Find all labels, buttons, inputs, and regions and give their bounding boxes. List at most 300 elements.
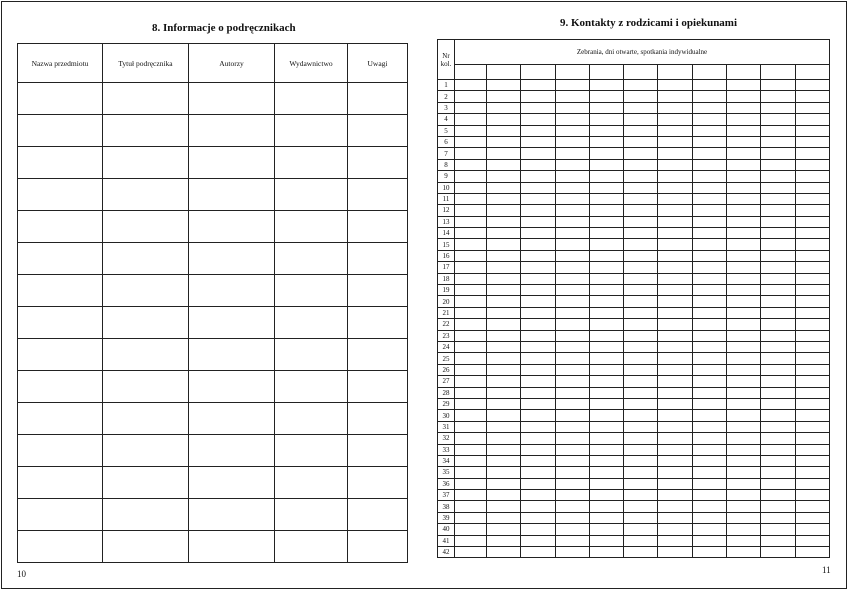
contact-cell[interactable] xyxy=(795,262,829,273)
textbook-cell[interactable] xyxy=(348,179,408,211)
contact-cell[interactable] xyxy=(658,387,692,398)
contact-cell[interactable] xyxy=(795,353,829,364)
contact-cell[interactable] xyxy=(761,239,795,250)
contact-cell[interactable] xyxy=(555,296,589,307)
contact-cell[interactable] xyxy=(589,125,623,136)
contact-cell[interactable] xyxy=(555,501,589,512)
contact-cell[interactable] xyxy=(761,125,795,136)
contact-cell[interactable] xyxy=(521,114,555,125)
contact-cell[interactable] xyxy=(624,171,658,182)
contact-cell[interactable] xyxy=(521,239,555,250)
contact-cell[interactable] xyxy=(624,148,658,159)
contact-cell[interactable] xyxy=(521,512,555,523)
textbook-cell[interactable] xyxy=(18,467,103,499)
contact-cell[interactable] xyxy=(521,285,555,296)
contact-cell[interactable] xyxy=(658,376,692,387)
contact-cell[interactable] xyxy=(761,467,795,478)
textbook-cell[interactable] xyxy=(103,275,189,307)
contact-cell[interactable] xyxy=(692,80,726,91)
contact-cell[interactable] xyxy=(692,228,726,239)
contact-cell[interactable] xyxy=(487,205,521,216)
contact-cell[interactable] xyxy=(727,193,761,204)
textbook-cell[interactable] xyxy=(103,339,189,371)
contact-cell[interactable] xyxy=(589,433,623,444)
textbook-cell[interactable] xyxy=(275,115,348,147)
textbook-cell[interactable] xyxy=(103,403,189,435)
contact-cell[interactable] xyxy=(487,444,521,455)
contact-cell[interactable] xyxy=(487,512,521,523)
contact-cell[interactable] xyxy=(658,228,692,239)
contact-cell[interactable] xyxy=(521,547,555,558)
textbook-cell[interactable] xyxy=(189,531,275,563)
contact-cell[interactable] xyxy=(555,547,589,558)
textbook-cell[interactable] xyxy=(189,243,275,275)
contact-cell[interactable] xyxy=(624,455,658,466)
contact-cell[interactable] xyxy=(624,512,658,523)
textbook-cell[interactable] xyxy=(103,499,189,531)
contact-cell[interactable] xyxy=(727,171,761,182)
contact-cell[interactable] xyxy=(795,307,829,318)
contact-cell[interactable] xyxy=(658,125,692,136)
contact-cell[interactable] xyxy=(624,535,658,546)
contact-cell[interactable] xyxy=(555,410,589,421)
textbook-cell[interactable] xyxy=(348,531,408,563)
contact-cell[interactable] xyxy=(692,136,726,147)
contact-cell[interactable] xyxy=(727,421,761,432)
textbook-cell[interactable] xyxy=(189,211,275,243)
contact-cell[interactable] xyxy=(589,524,623,535)
contact-cell[interactable] xyxy=(521,319,555,330)
contact-cell[interactable] xyxy=(589,228,623,239)
contact-cell[interactable] xyxy=(624,114,658,125)
contact-cell[interactable] xyxy=(795,319,829,330)
contact-cell[interactable] xyxy=(521,364,555,375)
textbook-cell[interactable] xyxy=(348,307,408,339)
contact-cell[interactable] xyxy=(555,524,589,535)
textbook-cell[interactable] xyxy=(348,147,408,179)
textbook-cell[interactable] xyxy=(348,435,408,467)
contact-cell[interactable] xyxy=(658,467,692,478)
contact-cell[interactable] xyxy=(727,273,761,284)
contact-cell[interactable] xyxy=(487,159,521,170)
textbook-cell[interactable] xyxy=(275,467,348,499)
contact-cell[interactable] xyxy=(455,433,487,444)
contact-cell[interactable] xyxy=(727,455,761,466)
contact-cell[interactable] xyxy=(692,148,726,159)
textbook-cell[interactable] xyxy=(275,307,348,339)
contact-cell[interactable] xyxy=(692,467,726,478)
contact-cell[interactable] xyxy=(455,501,487,512)
contact-cell[interactable] xyxy=(761,193,795,204)
contact-cell[interactable] xyxy=(692,114,726,125)
textbook-cell[interactable] xyxy=(18,211,103,243)
contact-cell[interactable] xyxy=(727,364,761,375)
contact-cell[interactable] xyxy=(455,114,487,125)
contact-cell[interactable] xyxy=(521,410,555,421)
contact-cell[interactable] xyxy=(555,159,589,170)
contact-cell[interactable] xyxy=(692,387,726,398)
contact-cell[interactable] xyxy=(455,239,487,250)
contact-cell[interactable] xyxy=(521,376,555,387)
contact-cell[interactable] xyxy=(795,490,829,501)
contact-cell[interactable] xyxy=(658,285,692,296)
contact-cell[interactable] xyxy=(624,239,658,250)
textbook-cell[interactable] xyxy=(348,371,408,403)
contact-cell[interactable] xyxy=(555,330,589,341)
contact-cell[interactable] xyxy=(727,490,761,501)
textbook-cell[interactable] xyxy=(275,435,348,467)
contact-cell[interactable] xyxy=(692,171,726,182)
contact-cell[interactable] xyxy=(624,478,658,489)
contact-cell[interactable] xyxy=(589,364,623,375)
contact-cell[interactable] xyxy=(487,193,521,204)
textbook-cell[interactable] xyxy=(275,275,348,307)
contact-cell[interactable] xyxy=(692,512,726,523)
textbook-cell[interactable] xyxy=(18,243,103,275)
contact-cell[interactable] xyxy=(589,193,623,204)
contact-cell[interactable] xyxy=(761,341,795,352)
contact-cell[interactable] xyxy=(487,478,521,489)
contact-cell[interactable] xyxy=(555,216,589,227)
textbook-cell[interactable] xyxy=(348,339,408,371)
contact-cell[interactable] xyxy=(692,262,726,273)
contact-cell[interactable] xyxy=(727,467,761,478)
contact-cell[interactable] xyxy=(455,262,487,273)
contact-cell[interactable] xyxy=(658,410,692,421)
contact-cell[interactable] xyxy=(455,91,487,102)
contact-cell[interactable] xyxy=(795,205,829,216)
contact-cell[interactable] xyxy=(521,159,555,170)
contact-cell[interactable] xyxy=(761,228,795,239)
contact-cell[interactable] xyxy=(589,136,623,147)
contact-cell[interactable] xyxy=(727,444,761,455)
contact-cell[interactable] xyxy=(795,535,829,546)
contact-cell[interactable] xyxy=(521,421,555,432)
contact-cell[interactable] xyxy=(521,398,555,409)
textbook-cell[interactable] xyxy=(275,531,348,563)
contact-cell[interactable] xyxy=(658,171,692,182)
contact-cell[interactable] xyxy=(589,114,623,125)
contact-cell[interactable] xyxy=(555,171,589,182)
contact-cell[interactable] xyxy=(589,273,623,284)
contact-cell[interactable] xyxy=(795,228,829,239)
contact-cell[interactable] xyxy=(795,501,829,512)
contact-cell[interactable] xyxy=(692,444,726,455)
textbook-cell[interactable] xyxy=(103,531,189,563)
contact-cell[interactable] xyxy=(521,444,555,455)
contact-cell[interactable] xyxy=(692,182,726,193)
contact-cell[interactable] xyxy=(624,193,658,204)
contact-cell[interactable] xyxy=(455,467,487,478)
textbook-cell[interactable] xyxy=(275,403,348,435)
contact-cell[interactable] xyxy=(455,125,487,136)
textbook-cell[interactable] xyxy=(189,147,275,179)
contact-cell[interactable] xyxy=(692,330,726,341)
contact-cell[interactable] xyxy=(521,102,555,113)
contact-cell[interactable] xyxy=(658,182,692,193)
contact-cell[interactable] xyxy=(521,524,555,535)
contact-cell[interactable] xyxy=(761,148,795,159)
textbook-cell[interactable] xyxy=(18,179,103,211)
meeting-date-cell[interactable] xyxy=(692,65,726,80)
contact-cell[interactable] xyxy=(761,353,795,364)
contact-cell[interactable] xyxy=(589,102,623,113)
contact-cell[interactable] xyxy=(658,433,692,444)
contact-cell[interactable] xyxy=(487,490,521,501)
contact-cell[interactable] xyxy=(589,307,623,318)
contact-cell[interactable] xyxy=(521,216,555,227)
contact-cell[interactable] xyxy=(521,80,555,91)
textbook-cell[interactable] xyxy=(275,339,348,371)
meeting-date-cell[interactable] xyxy=(487,65,521,80)
textbook-cell[interactable] xyxy=(18,435,103,467)
contact-cell[interactable] xyxy=(761,490,795,501)
contact-cell[interactable] xyxy=(555,307,589,318)
contact-cell[interactable] xyxy=(589,398,623,409)
contact-cell[interactable] xyxy=(521,136,555,147)
contact-cell[interactable] xyxy=(727,524,761,535)
contact-cell[interactable] xyxy=(455,171,487,182)
contact-cell[interactable] xyxy=(761,547,795,558)
contact-cell[interactable] xyxy=(624,524,658,535)
contact-cell[interactable] xyxy=(727,285,761,296)
contact-cell[interactable] xyxy=(455,410,487,421)
contact-cell[interactable] xyxy=(589,410,623,421)
contact-cell[interactable] xyxy=(795,80,829,91)
contact-cell[interactable] xyxy=(455,524,487,535)
contact-cell[interactable] xyxy=(521,455,555,466)
contact-cell[interactable] xyxy=(727,102,761,113)
contact-cell[interactable] xyxy=(727,547,761,558)
contact-cell[interactable] xyxy=(589,512,623,523)
contact-cell[interactable] xyxy=(658,239,692,250)
contact-cell[interactable] xyxy=(727,159,761,170)
contact-cell[interactable] xyxy=(455,387,487,398)
contact-cell[interactable] xyxy=(658,398,692,409)
contact-cell[interactable] xyxy=(624,285,658,296)
contact-cell[interactable] xyxy=(624,296,658,307)
contact-cell[interactable] xyxy=(589,535,623,546)
contact-cell[interactable] xyxy=(658,262,692,273)
contact-cell[interactable] xyxy=(692,524,726,535)
contact-cell[interactable] xyxy=(487,102,521,113)
contact-cell[interactable] xyxy=(795,125,829,136)
contact-cell[interactable] xyxy=(624,273,658,284)
contact-cell[interactable] xyxy=(555,478,589,489)
contact-cell[interactable] xyxy=(795,114,829,125)
contact-cell[interactable] xyxy=(487,285,521,296)
contact-cell[interactable] xyxy=(795,478,829,489)
contact-cell[interactable] xyxy=(555,353,589,364)
contact-cell[interactable] xyxy=(487,228,521,239)
contact-cell[interactable] xyxy=(727,91,761,102)
contact-cell[interactable] xyxy=(761,285,795,296)
textbook-cell[interactable] xyxy=(348,243,408,275)
contact-cell[interactable] xyxy=(555,285,589,296)
contact-cell[interactable] xyxy=(589,353,623,364)
contact-cell[interactable] xyxy=(455,376,487,387)
contact-cell[interactable] xyxy=(455,80,487,91)
contact-cell[interactable] xyxy=(455,182,487,193)
contact-cell[interactable] xyxy=(455,490,487,501)
contact-cell[interactable] xyxy=(589,490,623,501)
contact-cell[interactable] xyxy=(692,273,726,284)
contact-cell[interactable] xyxy=(727,250,761,261)
contact-cell[interactable] xyxy=(455,330,487,341)
contact-cell[interactable] xyxy=(521,125,555,136)
contact-cell[interactable] xyxy=(555,148,589,159)
contact-cell[interactable] xyxy=(455,228,487,239)
contact-cell[interactable] xyxy=(455,455,487,466)
contact-cell[interactable] xyxy=(795,250,829,261)
contact-cell[interactable] xyxy=(658,159,692,170)
contact-cell[interactable] xyxy=(795,136,829,147)
contact-cell[interactable] xyxy=(487,455,521,466)
contact-cell[interactable] xyxy=(658,512,692,523)
textbook-cell[interactable] xyxy=(189,339,275,371)
contact-cell[interactable] xyxy=(727,182,761,193)
contact-cell[interactable] xyxy=(455,193,487,204)
contact-cell[interactable] xyxy=(624,228,658,239)
contact-cell[interactable] xyxy=(795,193,829,204)
contact-cell[interactable] xyxy=(761,250,795,261)
contact-cell[interactable] xyxy=(487,341,521,352)
contact-cell[interactable] xyxy=(455,273,487,284)
contact-cell[interactable] xyxy=(692,205,726,216)
contact-cell[interactable] xyxy=(692,285,726,296)
contact-cell[interactable] xyxy=(455,216,487,227)
contact-cell[interactable] xyxy=(761,433,795,444)
textbook-cell[interactable] xyxy=(275,211,348,243)
contact-cell[interactable] xyxy=(555,91,589,102)
contact-cell[interactable] xyxy=(795,148,829,159)
contact-cell[interactable] xyxy=(727,228,761,239)
contact-cell[interactable] xyxy=(555,455,589,466)
contact-cell[interactable] xyxy=(624,387,658,398)
contact-cell[interactable] xyxy=(624,341,658,352)
contact-cell[interactable] xyxy=(521,535,555,546)
contact-cell[interactable] xyxy=(692,353,726,364)
contact-cell[interactable] xyxy=(761,410,795,421)
contact-cell[interactable] xyxy=(658,91,692,102)
contact-cell[interactable] xyxy=(555,512,589,523)
contact-cell[interactable] xyxy=(727,262,761,273)
contact-cell[interactable] xyxy=(692,535,726,546)
textbook-cell[interactable] xyxy=(348,83,408,115)
contact-cell[interactable] xyxy=(455,444,487,455)
textbook-cell[interactable] xyxy=(103,179,189,211)
textbook-cell[interactable] xyxy=(189,403,275,435)
textbook-cell[interactable] xyxy=(275,371,348,403)
textbook-cell[interactable] xyxy=(348,499,408,531)
contact-cell[interactable] xyxy=(795,273,829,284)
contact-cell[interactable] xyxy=(487,410,521,421)
contact-cell[interactable] xyxy=(658,193,692,204)
contact-cell[interactable] xyxy=(555,341,589,352)
contact-cell[interactable] xyxy=(455,319,487,330)
contact-cell[interactable] xyxy=(487,262,521,273)
contact-cell[interactable] xyxy=(761,364,795,375)
contact-cell[interactable] xyxy=(521,182,555,193)
contact-cell[interactable] xyxy=(795,421,829,432)
contact-cell[interactable] xyxy=(555,421,589,432)
contact-cell[interactable] xyxy=(795,467,829,478)
contact-cell[interactable] xyxy=(589,239,623,250)
textbook-cell[interactable] xyxy=(103,211,189,243)
contact-cell[interactable] xyxy=(761,330,795,341)
contact-cell[interactable] xyxy=(692,433,726,444)
contact-cell[interactable] xyxy=(795,159,829,170)
contact-cell[interactable] xyxy=(555,273,589,284)
contact-cell[interactable] xyxy=(521,501,555,512)
contact-cell[interactable] xyxy=(727,136,761,147)
contact-cell[interactable] xyxy=(795,296,829,307)
contact-cell[interactable] xyxy=(727,341,761,352)
contact-cell[interactable] xyxy=(727,433,761,444)
contact-cell[interactable] xyxy=(761,524,795,535)
textbook-cell[interactable] xyxy=(189,307,275,339)
contact-cell[interactable] xyxy=(761,376,795,387)
contact-cell[interactable] xyxy=(727,501,761,512)
contact-cell[interactable] xyxy=(555,535,589,546)
contact-cell[interactable] xyxy=(521,273,555,284)
contact-cell[interactable] xyxy=(487,535,521,546)
contact-cell[interactable] xyxy=(692,91,726,102)
contact-cell[interactable] xyxy=(589,159,623,170)
contact-cell[interactable] xyxy=(487,307,521,318)
contact-cell[interactable] xyxy=(521,171,555,182)
contact-cell[interactable] xyxy=(487,114,521,125)
textbook-cell[interactable] xyxy=(18,307,103,339)
contact-cell[interactable] xyxy=(487,353,521,364)
contact-cell[interactable] xyxy=(692,102,726,113)
contact-cell[interactable] xyxy=(589,205,623,216)
contact-cell[interactable] xyxy=(487,319,521,330)
contact-cell[interactable] xyxy=(455,159,487,170)
contact-cell[interactable] xyxy=(727,239,761,250)
contact-cell[interactable] xyxy=(658,455,692,466)
contact-cell[interactable] xyxy=(692,501,726,512)
contact-cell[interactable] xyxy=(455,102,487,113)
textbook-cell[interactable] xyxy=(103,147,189,179)
contact-cell[interactable] xyxy=(761,205,795,216)
contact-cell[interactable] xyxy=(761,262,795,273)
textbook-cell[interactable] xyxy=(189,467,275,499)
contact-cell[interactable] xyxy=(555,114,589,125)
contact-cell[interactable] xyxy=(455,353,487,364)
contact-cell[interactable] xyxy=(727,376,761,387)
contact-cell[interactable] xyxy=(795,512,829,523)
contact-cell[interactable] xyxy=(555,433,589,444)
contact-cell[interactable] xyxy=(795,330,829,341)
contact-cell[interactable] xyxy=(658,216,692,227)
contact-cell[interactable] xyxy=(761,421,795,432)
contact-cell[interactable] xyxy=(658,80,692,91)
contact-cell[interactable] xyxy=(455,512,487,523)
contact-cell[interactable] xyxy=(624,364,658,375)
contact-cell[interactable] xyxy=(658,205,692,216)
contact-cell[interactable] xyxy=(624,307,658,318)
contact-cell[interactable] xyxy=(555,467,589,478)
contact-cell[interactable] xyxy=(589,501,623,512)
textbook-cell[interactable] xyxy=(103,371,189,403)
contact-cell[interactable] xyxy=(487,136,521,147)
contact-cell[interactable] xyxy=(455,421,487,432)
contact-cell[interactable] xyxy=(455,547,487,558)
contact-cell[interactable] xyxy=(727,387,761,398)
contact-cell[interactable] xyxy=(589,341,623,352)
contact-cell[interactable] xyxy=(692,341,726,352)
